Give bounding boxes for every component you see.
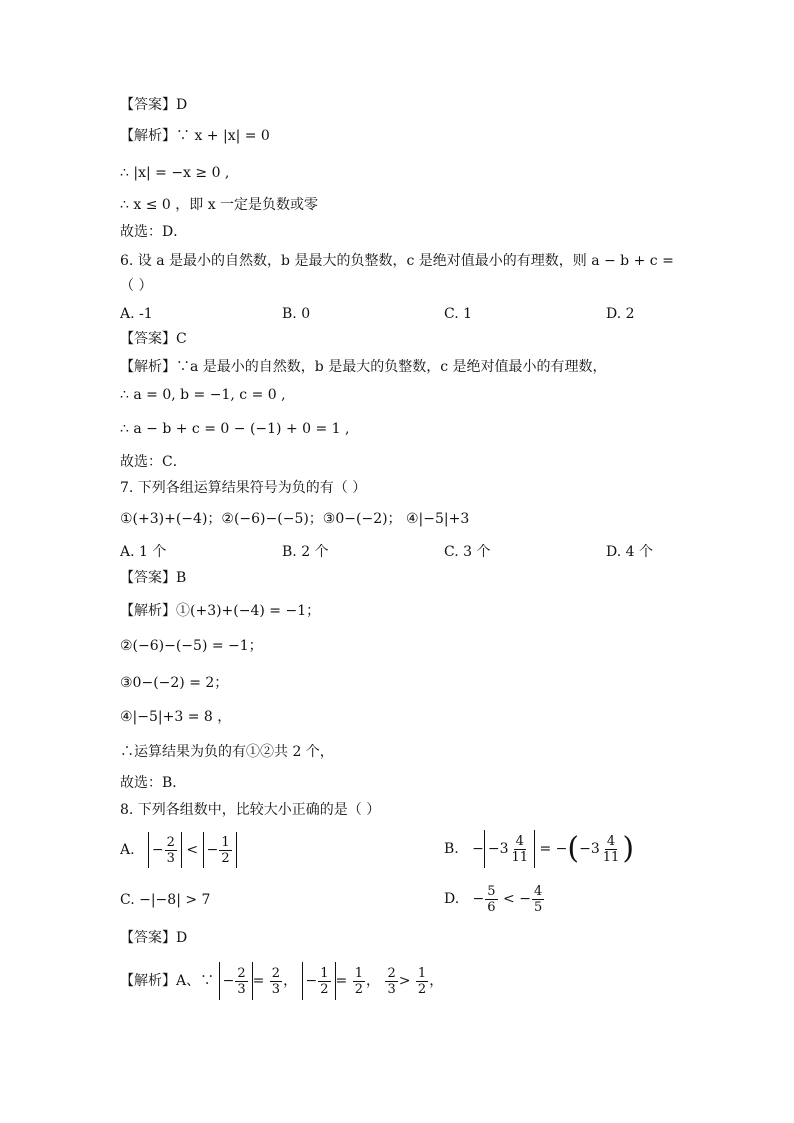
- q7-analysis-4: ④|−5|+3 = 8 ，: [120, 709, 232, 725]
- q6-option-c: C. 1: [444, 306, 473, 322]
- q7-option-d: D. 4 个: [606, 544, 653, 560]
- q7-option-a: A. 1 个: [120, 544, 167, 560]
- q8-stem: 8. 下列各组数中，比较大小正确的是（ ）: [120, 802, 381, 818]
- q6-step-2: ∴ a − b + c = 0 − (−1) + 0 = 1 ,: [120, 421, 350, 437]
- q7-analysis-1: 【解析】①(+3)+(−4) = −1；: [120, 603, 321, 619]
- abs-value: − $\frac{2}{3}$: [148, 832, 182, 868]
- q7-items: ①(+3)+(−4)；②(−6)−(−5)；③0−(−2)； ④|−5|+3: [120, 511, 470, 527]
- q5-answer: 【答案】D: [120, 97, 188, 113]
- abs-value: −3 $\frac{4}{11}$: [484, 830, 535, 868]
- q8-option-c: C. −|−8| > 7: [120, 892, 211, 908]
- q7-analysis-3: ③0−(−2) = 2；: [120, 675, 229, 691]
- q6-analysis: 【解析】∵a 是最小的自然数，b 是最大的负整数，c 是绝对值最小的有理数，: [120, 359, 607, 375]
- q8-analysis: 【解析】A、∵ − $\frac{2}{3}$ = $\frac{2}{3}$ ， − $\frac{1}{2}$ = $\frac{1}{2}$ ， $\frac{2}{3}$ > $\frac{1}{2}$ ，: [120, 962, 443, 1000]
- q6-step-1: ∴ a = 0, b = −1, c = 0 ,: [120, 387, 286, 403]
- abs-value: − $\frac{1}{2}$: [203, 832, 237, 868]
- q6-stem: 6. 设 a 是最小的自然数，b 是最大的负整数，c 是绝对值最小的有理数，则 a − b + c =: [120, 253, 674, 269]
- q5-analysis-3: ∴ x ≤ 0 ，即 x 一定是负数或零: [120, 197, 319, 213]
- q8-option-a: A. − $\frac{2}{3}$ < − $\frac{1}{2}$: [120, 832, 237, 868]
- q7-analysis-5: ∴运算结果为负的有①②共 2 个，: [120, 744, 334, 760]
- q7-analysis-2: ②(−6)−(−5) = −1；: [120, 638, 263, 654]
- abs-value: − $\frac{1}{2}$: [302, 962, 336, 1000]
- q5-analysis-1: 【解析】∵ x + |x| = 0: [120, 128, 270, 144]
- q7-answer: 【答案】B: [120, 570, 187, 586]
- q8-option-d: D. − $\frac{5}{6}$ < − $\frac{4}{5}$: [444, 883, 543, 915]
- q6-choose: 故选：C．: [120, 454, 187, 470]
- q6-option-a: A. -1: [120, 306, 153, 322]
- q7-option-c: C. 3 个: [444, 544, 491, 560]
- q6-answer: 【答案】C: [120, 331, 187, 347]
- q6-option-b: B. 0: [282, 306, 311, 322]
- q6-option-d: D. 2: [606, 306, 635, 322]
- q5-choose: 故选：D．: [120, 224, 188, 240]
- q7-stem: 7. 下列各组运算结果符号为负的有（ ）: [120, 480, 367, 496]
- q5-analysis-2: ∴ |x| = −x ≥ 0 ,: [120, 165, 230, 181]
- q7-option-b: B. 2 个: [282, 544, 329, 560]
- q8-answer: 【答案】D: [120, 930, 188, 946]
- q6-paren: （ ）: [120, 278, 153, 294]
- q7-choose: 故选：B．: [120, 775, 187, 791]
- q8-option-b: B. − −3 $\frac{4}{11}$ = −(−3 $\frac{4}{11}$ ): [444, 831, 635, 866]
- abs-value: − $\frac{2}{3}$: [219, 962, 253, 1000]
